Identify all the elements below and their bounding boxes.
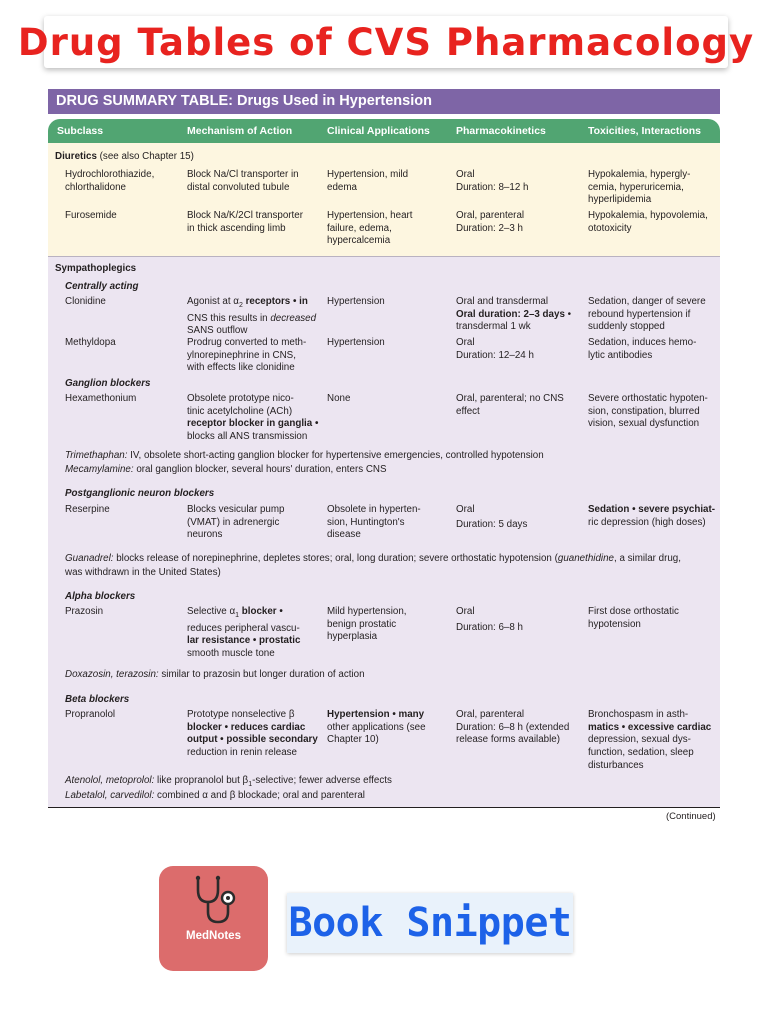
column-header: Toxicities, Interactions xyxy=(588,125,702,137)
cell-clinical: Hypertension, heart failure, edema, hypercalcemia xyxy=(327,210,413,247)
cell-subclass: Propranolol xyxy=(65,709,116,720)
cell-mechanism: Prototype nonselective β blocker • reduces cardiac output • possible secondary reduction in renin release xyxy=(187,709,318,759)
cell-pharmacokinetics: Oral, parenteral Duration: 6–8 h (extended release forms available) xyxy=(456,709,570,746)
cell-pharmacokinetics: Oral Duration: 6–8 h xyxy=(456,606,523,633)
logo-label: MedNotes xyxy=(186,930,241,942)
cell-pharmacokinetics: Oral and transdermal Oral duration: 2–3 days • transdermal 1 wk xyxy=(456,296,572,333)
cell-toxicities: Bronchospasm in asth- matics • excessive cardiac depression, sexual dys- function, sedation, sleep disturbances xyxy=(588,709,712,771)
cell-subclass: Reserpine xyxy=(65,504,110,515)
note-trimethaphan: Trimethaphan: IV, obsolete short-acting ganglion blocker for hypertensive emergencies, controlled hypotension xyxy=(65,450,544,461)
group-heading-sympathoplegics: Sympathoplegics xyxy=(55,263,137,274)
note-guanadrel: Guanadrel: blocks release of norepinephrine, depletes stores; oral, long duration; severe orthostatic hypotension (guanethidine, a similar drug, xyxy=(65,553,681,564)
cell-toxicities: Severe orthostatic hypoten- sion, constipation, blurred vision, sexual dysfunction xyxy=(588,393,708,430)
stethoscope-icon xyxy=(188,874,240,930)
cell-subclass: Hexamethonium xyxy=(65,393,137,404)
mednotes-logo xyxy=(159,866,268,971)
page-title: Drug Tables of CVS Pharmacology xyxy=(17,20,755,64)
table-header xyxy=(48,119,720,143)
cell-toxicities: Hypokalemia, hypovolemia, ototoxicity xyxy=(588,210,708,234)
table-title xyxy=(48,89,720,114)
table-title-subject: Drugs Used in Hypertension xyxy=(236,93,432,109)
table-title-label: DRUG SUMMARY TABLE: xyxy=(56,93,233,109)
cell-mechanism: Agonist at $\alpha_2$ receptors • in CNS this results in decreased SANS outflow xyxy=(187,296,317,337)
cell-subclass: Clonidine xyxy=(65,296,106,307)
cell-mechanism: Block Na/Cl transporter in distal convoluted tubule xyxy=(187,169,299,193)
cell-pharmacokinetics: Oral Duration: 5 days xyxy=(456,504,528,530)
cell-clinical: Hypertension xyxy=(327,337,385,348)
cell-mechanism: Blocks vesicular pump (VMAT) in adrenergic neurons xyxy=(187,504,285,541)
cell-mechanism: Block Na/K/2Cl transporter in thick ascending limb xyxy=(187,210,303,234)
subgroup-heading: Postganglionic neuron blockers xyxy=(65,488,215,499)
cell-subclass: Hydrochlorothiazide, chlorthalidone xyxy=(65,169,155,193)
column-header: Mechanism of Action xyxy=(187,125,293,137)
subgroup-heading: Ganglion blockers xyxy=(65,378,151,389)
subgroup-heading: Alpha blockers xyxy=(65,591,136,602)
column-header: Subclass xyxy=(57,125,104,137)
cell-pharmacokinetics: Oral Duration: 12–24 h xyxy=(456,337,534,361)
note-doxazosin: Doxazosin, terazosin: similar to prazosin but longer duration of action xyxy=(65,669,365,680)
cell-toxicities: Sedation, induces hemo- lytic antibodies xyxy=(588,337,697,361)
page-banner xyxy=(17,16,755,68)
table-bottom-rule xyxy=(48,807,720,808)
cell-subclass: Methyldopa xyxy=(65,337,116,348)
subgroup-heading: Beta blockers xyxy=(65,694,130,705)
cell-clinical: None xyxy=(327,393,351,404)
section-divider xyxy=(48,256,720,257)
cell-pharmacokinetics: Oral Duration: 8–12 h xyxy=(456,169,529,193)
cell-toxicities: Sedation • severe psychiat- ric depression (high doses) xyxy=(588,504,716,528)
book-snippet-label: Book Snippet xyxy=(288,900,572,946)
note-atenolol: Atenolol, metoprolol: like propranolol but $\beta_1$-selective; fewer adverse effects xyxy=(65,775,392,788)
note-mecamylamine: Mecamylamine: oral ganglion blocker, several hours' duration, enters CNS xyxy=(65,464,387,475)
book-snippet-badge xyxy=(287,893,573,953)
group-heading-diuretics: Diuretics (see also Chapter 15) xyxy=(55,151,194,162)
column-header: Pharmacokinetics xyxy=(456,125,546,137)
note-guanadrel-cont: was withdrawn in the United States) xyxy=(65,567,221,578)
cell-toxicities: Hypokalemia, hypergly- cemia, hyperuricemia, hyperlipidemia xyxy=(588,169,691,206)
cell-clinical: Obsolete in hyperten- sion, Huntington's disease xyxy=(327,504,421,541)
cell-mechanism: Selective $\alpha_1$ blocker • reduces peripheral vascu- lar resistance • prostatic smooth muscle tone xyxy=(187,606,301,660)
cell-mechanism: Prodrug converted to meth- ylnorepinephrine in CNS, with effects like clonidine xyxy=(187,337,307,374)
cell-toxicities: Sedation, danger of severe rebound hypertension if suddenly stopped xyxy=(588,296,706,333)
cell-clinical: Hypertension • many other applications (see Chapter 10) xyxy=(327,709,426,746)
cell-pharmacokinetics: Oral, parenteral Duration: 2–3 h xyxy=(456,210,525,234)
cell-subclass: Prazosin xyxy=(65,606,104,617)
continued-label: (Continued) xyxy=(666,811,716,822)
cell-clinical: Hypertension, mild edema xyxy=(327,169,409,193)
cell-clinical: Mild hypertension, benign prostatic hyperplasia xyxy=(327,606,407,643)
column-header: Clinical Applications xyxy=(327,125,430,137)
note-labetalol: Labetalol, carvedilol: combined α and β blockade; oral and parenteral xyxy=(65,790,365,801)
cell-mechanism: Obsolete prototype nico- tinic acetylcholine (ACh) receptor blocker in ganglia • blocks all ANS transmission xyxy=(187,393,319,443)
subgroup-heading: Centrally acting xyxy=(65,281,139,292)
cell-clinical: Hypertension xyxy=(327,296,385,307)
cell-pharmacokinetics: Oral, parenteral; no CNS effect xyxy=(456,393,564,417)
cell-toxicities: First dose orthostatic hypotension xyxy=(588,606,679,630)
cell-subclass: Furosemide xyxy=(65,210,117,221)
